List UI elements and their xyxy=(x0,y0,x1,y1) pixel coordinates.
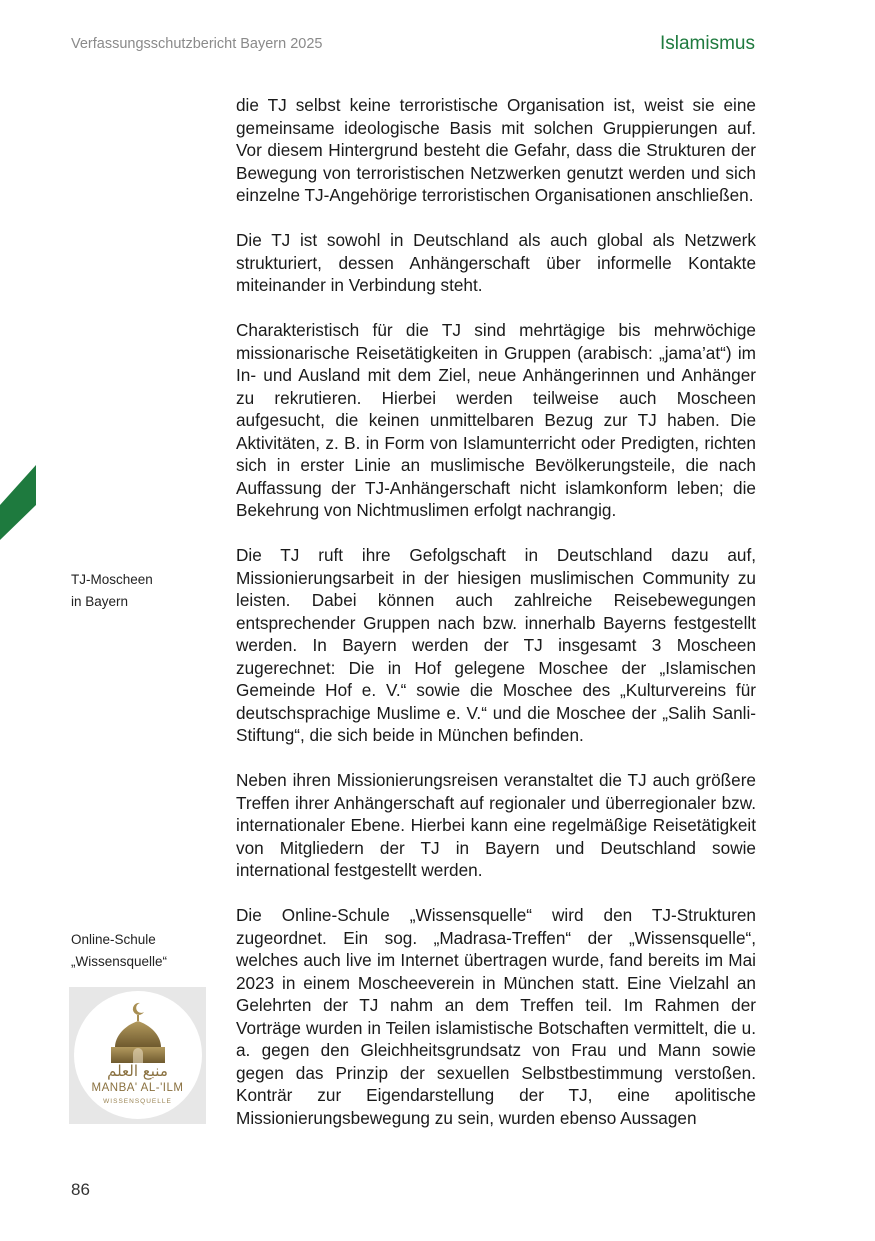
chapter-tab-marker xyxy=(0,465,36,540)
margin-note-tj-mosques xyxy=(71,569,153,613)
margin-note-line: TJ-Moscheen xyxy=(71,572,153,587)
margin-note-online-school xyxy=(71,929,167,973)
running-header-title: Verfassungsschutzbericht Bayern 2025 xyxy=(71,36,323,52)
wissensquelle-logo xyxy=(69,987,206,1124)
paragraph: Die Online-Schule „Wissensquelle“ wird den TJ-Strukturen zugeordnet. Ein sog. „Madrasa-Treffen“ der „Wissensquelle“, welches auch live im Internet übertragen wurde, fand bereits im Mai 2023 in einem Moscheeverein in München statt. Eine Vielzahl an Gelehrten der TJ nahm an dem Treffen teil. Im Rahmen der Vorträge wurden in Teilen islamistische Botschaften vermittelt, die u. a. gegen den Gleichheitsgrundsatz von Frau und Mann sowie gegen das Prinzip der sexuellen Selbstbestimmung verstoßen. Konträr zur Eigendarstellung der TJ, eine apolitische Missionierungsbewegung zu sein, wurden ebenso Aussagen xyxy=(236,905,756,1128)
section-title: Islamismus xyxy=(659,33,755,54)
paragraph: Die TJ ist sowohl in Deutschland als auch global als Netzwerk strukturiert, dessen Anhängerschaft über informelle Kontakte miteinander in Verbindung steht. xyxy=(236,230,756,295)
paragraph: Charakteristisch für die TJ sind mehrtägige bis mehrwöchige missionarische Reisetätigkeiten in Gruppen (arabisch: „jama’at“) im In- und Ausland mit dem Ziel, neue Anhängerinnen und Anhänger zu rekrutieren. Hierbei werden teilweise auch Moscheen aufgesucht, die keinen unmittelbaren Bezug zur TJ haben. Die Aktivitäten, z. B. in Form von Islamunterricht oder Predigten, richten sich in erster Linie an muslimische Bevölkerungsteile, die nach Auffassung der TJ-Anhängerschaft nicht islamkonform leben; die Bekehrung von Nichtmuslimen erfolgt nachrangig. xyxy=(236,320,756,520)
logo-title: MANBA' AL-'ILM xyxy=(91,1082,184,1094)
margin-note-line: in Bayern xyxy=(71,594,129,609)
margin-note-line: „Wissensquelle“ xyxy=(71,954,168,969)
paragraph: die TJ selbst keine terroristische Organisation ist, weist sie eine gemeinsame ideologische Basis mit solchen Gruppierungen auf. Vor diesem Hintergrund besteht die Gefahr, dass die Strukturen der Bewegung von terroristischen Netzwerken genutzt werden und sich einzelne TJ-Angehörige terroristischen Organisationen anschließen. xyxy=(236,95,756,205)
paragraph: Neben ihren Missionierungsreisen veranstaltet die TJ auch größere Treffen ihrer Anhängerschaft auf regionaler und überregionaler bzw. internationaler Ebene. Hierbei kann eine regelmäßige Reisetätigkeit von Mitgliedern der TJ in Bayern und Deutschland sowie international festgestellt werden. xyxy=(236,770,756,880)
chapter-tab-shape xyxy=(0,465,36,540)
logo-arabic-text: منبع العلم xyxy=(107,1062,168,1080)
page-number: 86 xyxy=(71,1180,90,1199)
logo-subtitle: WISSENSQUELLE xyxy=(103,1098,172,1105)
margin-note-line: Online-Schule xyxy=(71,932,156,947)
paragraph: Die TJ ruft ihre Gefolgschaft in Deutschland dazu auf, Missionierungsarbeit in der hiesigen muslimischen Community zu leisten. Dabei können auch zahlreiche Reisebewegungen entsprechender Gruppen nach bzw. innerhalb Bayerns festgestellt werden. In Bayern werden der TJ insgesamt 3 Moscheen zugerechnet: Die in Hof gelegene Moschee der „Islamischen Gemeinde Hof e. V.“ sowie die Moschee des „Kulturvereins für deutschsprachige Muslime e. V.“ und die Moschee der „Salih Sanli-Stiftung“, die sich beide in München befinden. xyxy=(236,545,756,745)
mosque-dome-icon xyxy=(107,1001,169,1065)
body-text xyxy=(236,94,756,1152)
